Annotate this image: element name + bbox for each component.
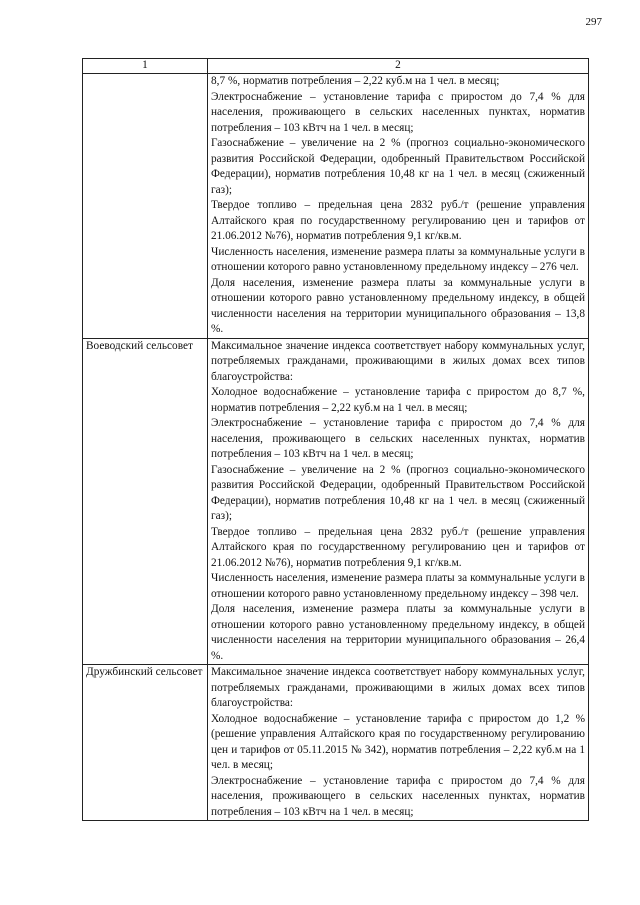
indicator-description-cell bbox=[208, 338, 589, 665]
paragraph: Холодное водоснабжение – установление тарифа с приростом до 1,2 % (решение управления Алтайского края по государственному регулированию цен и тарифов от 05.11.2015 № 342), норматив потребления – 2,22 куб.м на 1 чел. в месяц; bbox=[211, 712, 585, 771]
table-header-row bbox=[83, 59, 589, 74]
indicator-description-cell bbox=[208, 74, 589, 339]
paragraph: Доля населения, изменение размера платы за коммунальные услуги в отношении которого равно установленному предельному индексу, в общей численности населения на территории муниципального образования – 26,4 %. bbox=[211, 603, 585, 662]
paragraph: Газоснабжение – увеличение на 2 % (прогноз социально-экономического развития Российской Федерации, одобренный Правительством Российской Федерации), норматив потребления 10,48 кг на 1 чел. в месяц (сжиженный газ); bbox=[211, 463, 585, 522]
paragraph: Численность населения, изменение размера платы за коммунальные услуги в отношении которого равно установленному предельному индексу – 398 чел. bbox=[211, 572, 585, 600]
paragraph: Твердое топливо – предельная цена 2832 руб./т (решение управления Алтайского края по государственному регулированию цен и тарифов от 21.06.2012 №76), норматив потребления 9,1 кг/кв.м. bbox=[211, 525, 585, 569]
document-table bbox=[82, 58, 589, 821]
column-header-1: 1 bbox=[83, 59, 208, 74]
paragraph: Твердое топливо – предельная цена 2832 руб./т (решение управления Алтайского края по государственному регулированию цен и тарифов от 21.06.2012 №76), норматив потребления 9,1 кг/кв.м. bbox=[211, 199, 585, 242]
paragraph: Доля населения, изменение размера платы за коммунальные услуги в отношении которого равно установленному предельному индексу, в общей численности населения на территории муниципального образования – 13,8 %. bbox=[211, 276, 585, 335]
table-row bbox=[83, 665, 589, 821]
table-row bbox=[83, 338, 589, 665]
paragraph: 8,7 %, норматив потребления – 2,22 куб.м на 1 чел. в месяц; bbox=[211, 75, 500, 87]
municipality-name-cell: Дружбинский сельсовет bbox=[83, 665, 208, 821]
indicator-description-cell bbox=[208, 665, 589, 821]
paragraph: Газоснабжение – увеличение на 2 % (прогноз социально-экономического развития Российской Федерации, одобренный Правительством Российской Федерации), норматив потребления 10,48 кг на 1 чел. в месяц (сжиженный газ); bbox=[211, 137, 585, 196]
paragraph: Максимальное значение индекса соответствует набору коммунальных услуг, потребляемых гражданами, проживающими в жилых домах всех типов благоустройства: bbox=[211, 666, 585, 709]
paragraph: Электроснабжение – установление тарифа с приростом до 7,4 % для населения, проживающего в сельских населенных пунктах, норматив потребления – 103 кВтч на 1 чел. в месяц; bbox=[211, 417, 585, 460]
page-number: 297 bbox=[585, 16, 602, 28]
table-row bbox=[83, 74, 589, 339]
paragraph: Максимальное значение индекса соответствует набору коммунальных услуг, потребляемых гражданами, проживающими в жилых домах всех типов благоустройства: bbox=[211, 339, 585, 383]
column-header-2: 2 bbox=[208, 59, 589, 74]
paragraph: Электроснабжение – установление тарифа с приростом до 7,4 % для населения, проживающего в сельских населенных пунктах, норматив потребления – 103 кВтч на 1 чел. в месяц; bbox=[211, 90, 585, 134]
paragraph: Численность населения, изменение размера платы за коммунальные услуги в отношении которого равно установленному предельному индексу – 276 чел. bbox=[211, 245, 585, 273]
municipality-name-cell: Воеводский сельсовет bbox=[83, 338, 208, 665]
municipality-name-cell bbox=[83, 74, 208, 339]
paragraph: Электроснабжение – установление тарифа с приростом до 7,4 % для населения, проживающего в сельских населенных пунктах, норматив потребления – 103 кВтч на 1 чел. в месяц; bbox=[211, 774, 585, 818]
paragraph: Холодное водоснабжение – установление тарифа с приростом до 8,7 %, норматив потребления – 2,22 куб.м на 1 чел. в месяц; bbox=[211, 386, 585, 414]
